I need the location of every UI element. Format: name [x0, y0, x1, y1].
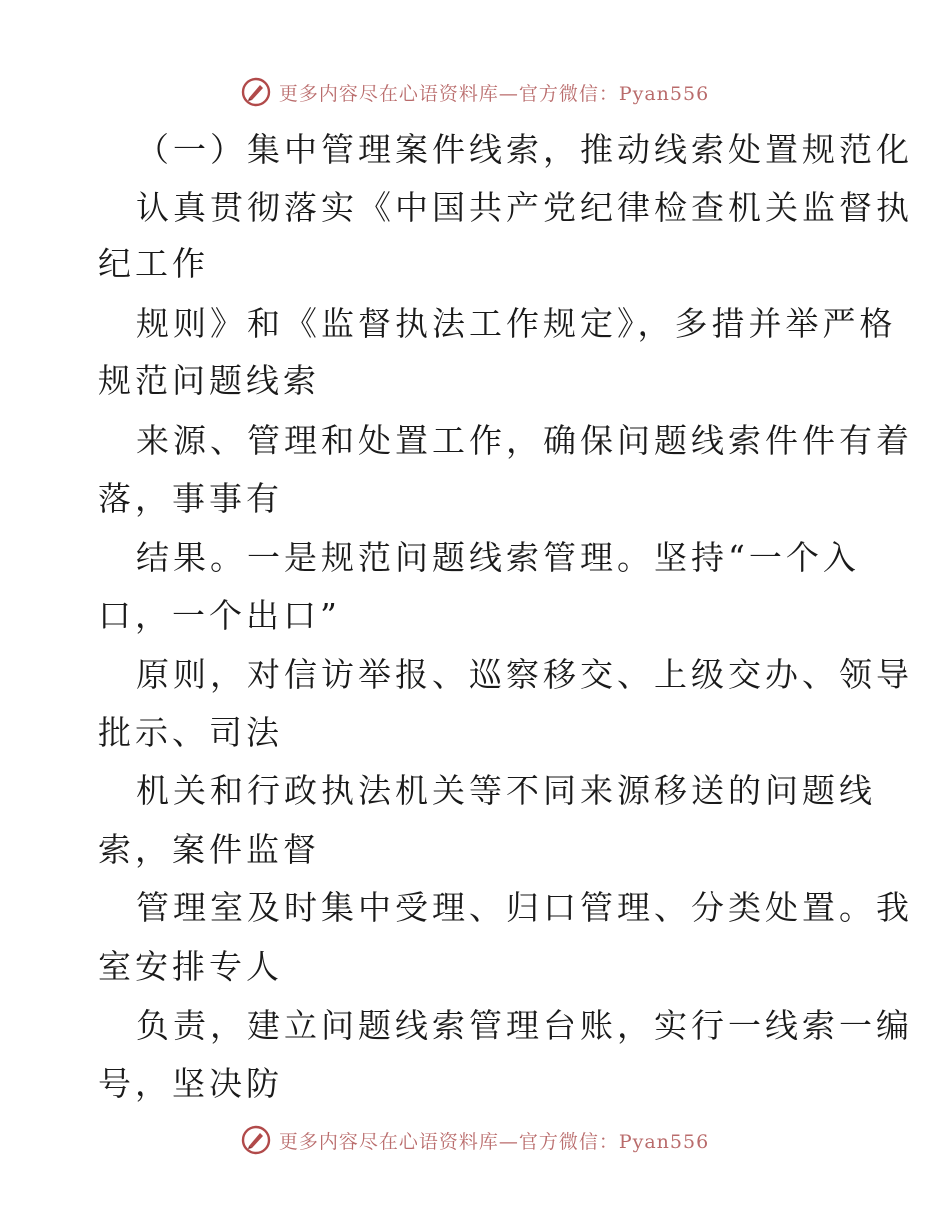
- text-line: 口，一个出口”: [98, 596, 341, 635]
- pen-logo-icon: [241, 1125, 271, 1155]
- text-line: 规范问题线索: [98, 361, 320, 400]
- text-line: （一）集中管理案件线索，推动线索处置规范化: [136, 130, 913, 169]
- text-line: 落，事事有: [98, 479, 283, 518]
- text-line: 原则，对信访举报、巡察移交、上级交办、领导: [136, 655, 913, 694]
- text-line: 来源、管理和处置工作，确保问题线索件件有着: [136, 421, 913, 460]
- text-line: 纪工作: [98, 244, 209, 283]
- watermark-header: [0, 70, 950, 114]
- watermark-text: 更多内容尽在心语资料库—官方微信：Pyan556: [278, 1130, 710, 1153]
- text-line: 批示、司法: [98, 713, 283, 752]
- text-line: 号，坚决防: [98, 1064, 283, 1103]
- text-line: 认真贯彻落实《中国共产党纪律检查机关监督执: [136, 188, 913, 227]
- text-line: 索，案件监督: [98, 830, 320, 869]
- text-line: 规则》和《监督执法工作规定》，多措并举严格: [136, 304, 897, 343]
- text-line: 机关和行政执法机关等不同来源移送的问题线: [136, 771, 876, 810]
- watermark-footer: [0, 1118, 950, 1162]
- text-line: 管理室及时集中受理、归口管理、分类处置。我: [136, 888, 913, 927]
- text-line: 结果。一是规范问题线索管理。坚持“一个入: [136, 538, 860, 577]
- text-line: 负责，建立问题线索管理台账，实行一线索一编: [136, 1006, 913, 1045]
- watermark-text: 更多内容尽在心语资料库—官方微信：Pyan556: [278, 82, 710, 105]
- text-line: 室安排专人: [98, 947, 283, 986]
- pen-logo-icon: [241, 77, 271, 107]
